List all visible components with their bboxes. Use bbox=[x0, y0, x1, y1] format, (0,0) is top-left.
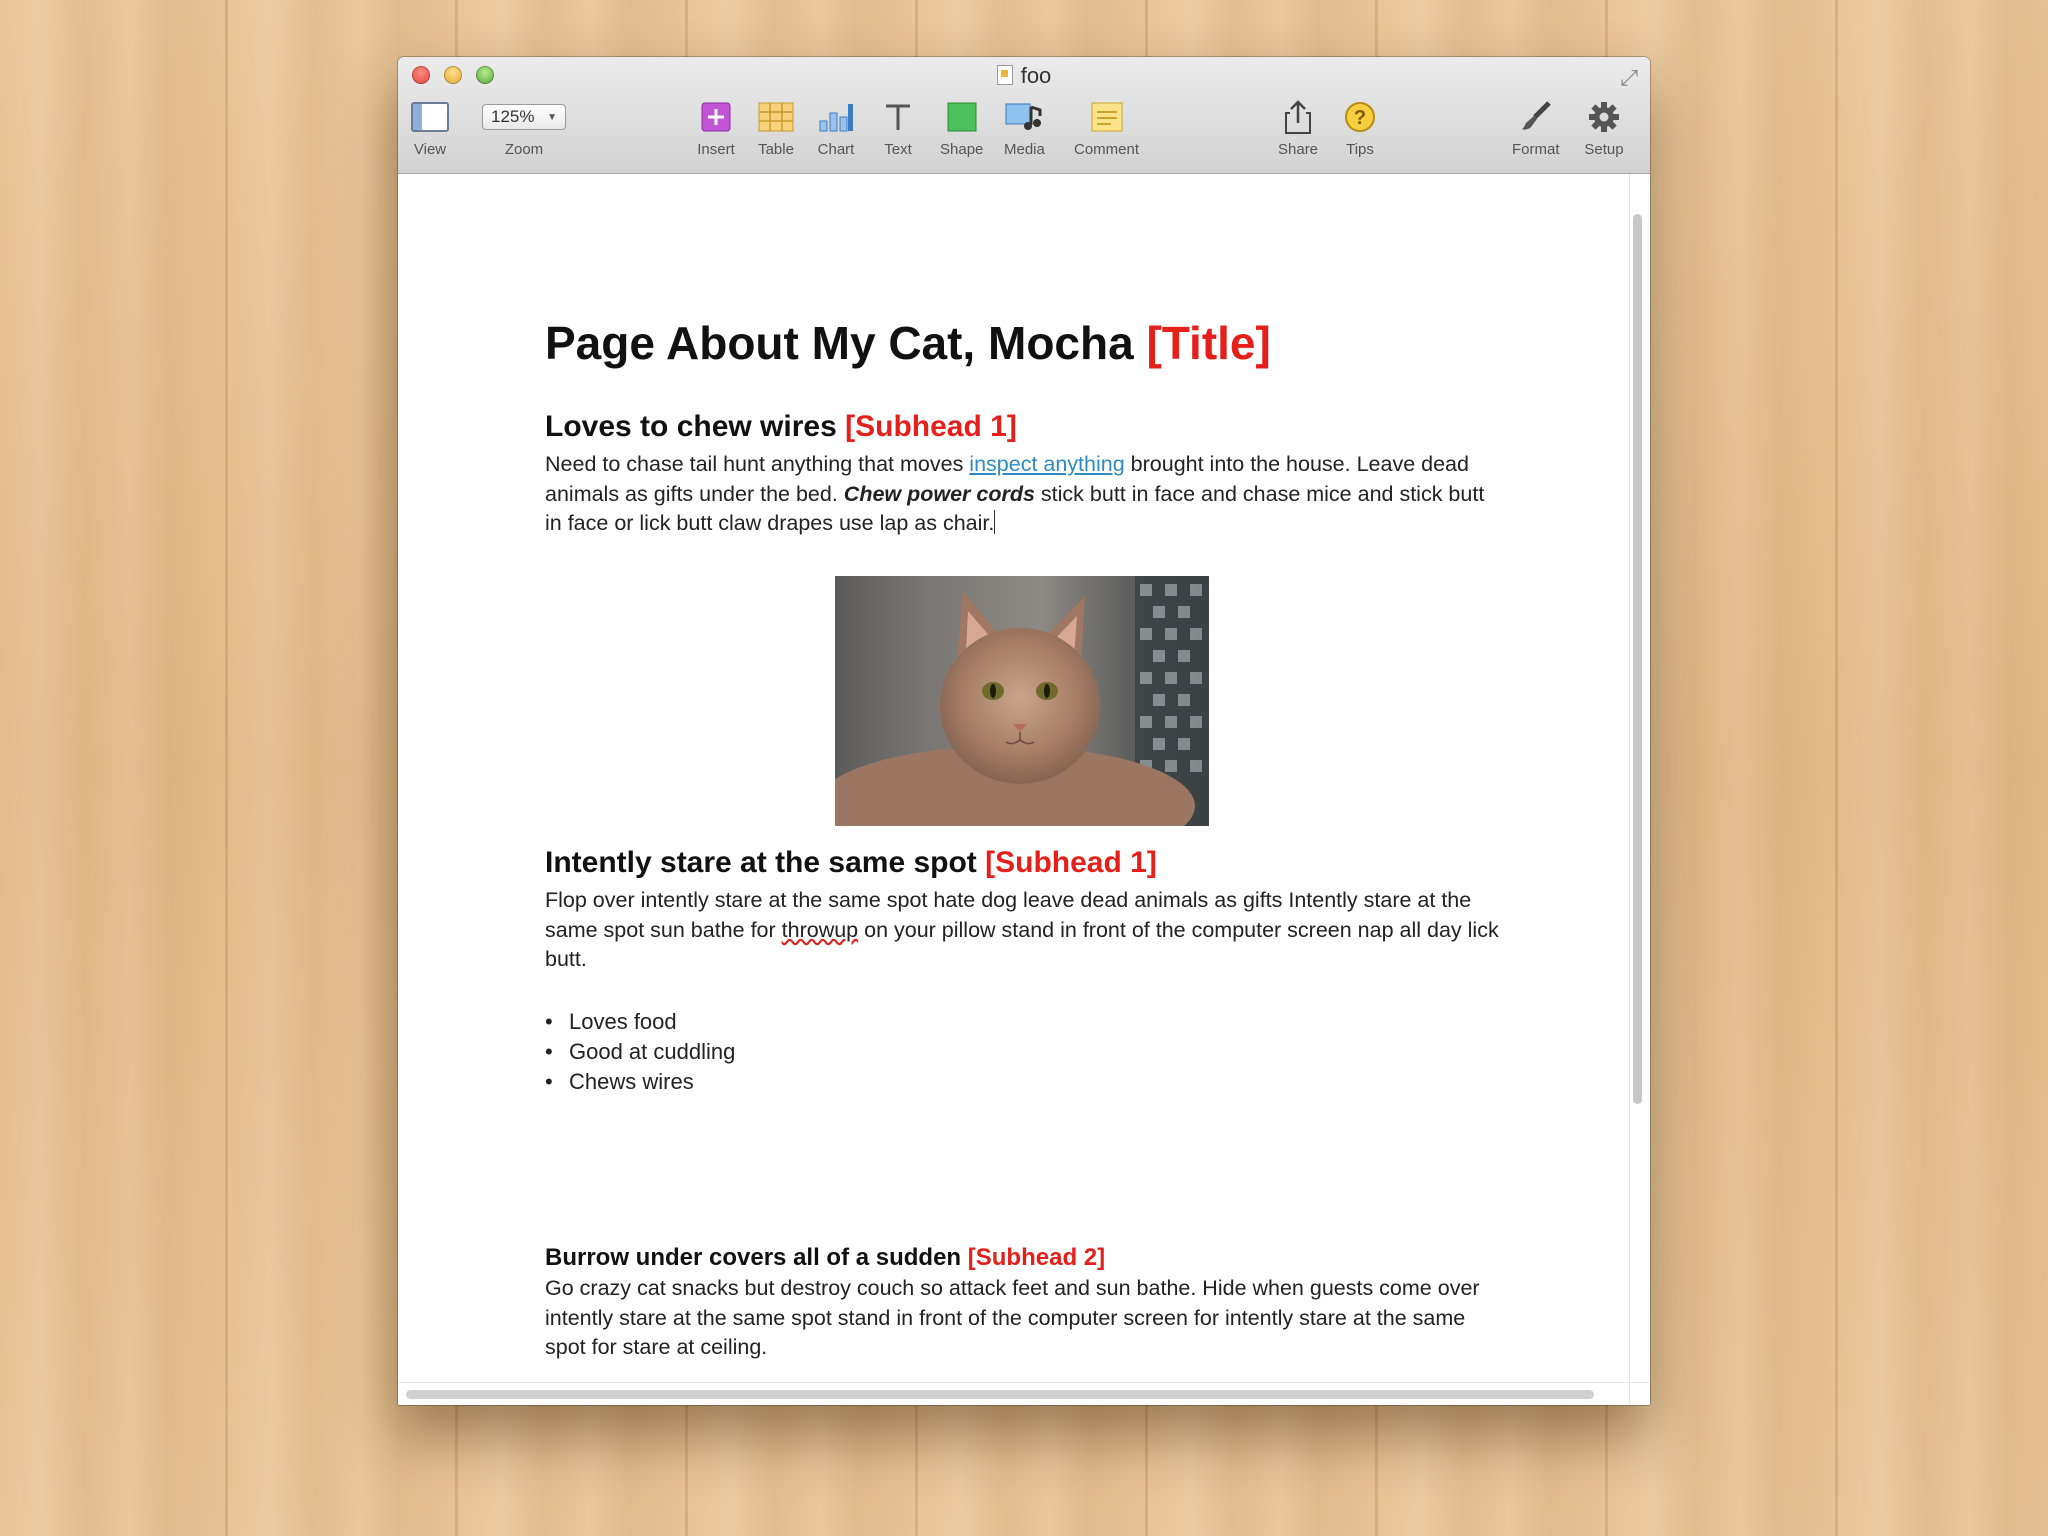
format-button[interactable] bbox=[1512, 97, 1560, 158]
vertical-scrollbar[interactable] bbox=[1633, 214, 1642, 1104]
list-item[interactable]: • Chews wires bbox=[545, 1067, 735, 1097]
text-button[interactable] bbox=[878, 97, 918, 158]
inspect-anything-link[interactable]: inspect anything bbox=[969, 452, 1125, 476]
list-item[interactable]: • Loves food bbox=[545, 1007, 735, 1037]
format-label: Format bbox=[1512, 141, 1560, 158]
section1-paragraph[interactable] bbox=[545, 450, 1505, 539]
fullscreen-icon[interactable]: ⤢ bbox=[1620, 65, 1638, 90]
paintbrush-icon bbox=[1516, 97, 1556, 137]
section3-tag: [Subhead 2] bbox=[967, 1244, 1106, 1271]
table-label: Table bbox=[758, 141, 794, 158]
table-button[interactable] bbox=[756, 97, 796, 158]
chart-button[interactable] bbox=[816, 97, 856, 158]
help-icon bbox=[1340, 97, 1380, 137]
share-label: Share bbox=[1278, 141, 1319, 158]
section1-bold-italic: Chew power cords bbox=[843, 481, 1035, 506]
zoom-value: 125% bbox=[491, 107, 535, 126]
shape-icon bbox=[942, 97, 982, 137]
gear-icon bbox=[1584, 97, 1624, 137]
section1-heading[interactable] bbox=[545, 410, 1017, 444]
insert-button[interactable] bbox=[696, 97, 736, 158]
tips-button[interactable] bbox=[1340, 97, 1380, 158]
chevron-down-icon: ▼ bbox=[547, 111, 557, 123]
text-label: Text bbox=[884, 141, 912, 158]
list-item[interactable]: • Good at cuddling bbox=[545, 1037, 735, 1067]
zoom-select[interactable] bbox=[482, 104, 566, 130]
bullet-list[interactable] bbox=[545, 1007, 735, 1097]
insert-label: Insert bbox=[697, 141, 735, 158]
window-title-text: foo bbox=[1020, 63, 1052, 88]
section2-heading[interactable] bbox=[545, 846, 1157, 880]
cat-photo[interactable] bbox=[835, 576, 1209, 826]
view-label: View bbox=[413, 141, 447, 158]
comment-button[interactable] bbox=[1074, 97, 1139, 158]
horizontal-scrollbar[interactable] bbox=[406, 1390, 1594, 1399]
section1-heading-text: Loves to chew wires bbox=[545, 410, 837, 443]
section2-text-a: Flop over intently stare at the same spot hate dog leave dead animals as gifts Intently stare at the same spot sun bathe for bbox=[545, 888, 1472, 942]
title-text: Page About My Cat, Mocha bbox=[545, 317, 1134, 369]
setup-button[interactable] bbox=[1584, 97, 1624, 158]
section3-paragraph[interactable]: Go crazy cat snacks but destroy couch so attack feet and sun bathe. Hide when guests come over intently stare at the same spot stand in front of the computer screen for intently stare at the same spot for stare at ceiling. bbox=[545, 1276, 1480, 1359]
svg-text:?: ? bbox=[1353, 107, 1367, 129]
zoom-control[interactable] bbox=[482, 97, 566, 158]
vertical-scroll-track bbox=[1629, 174, 1630, 1405]
media-label: Media bbox=[1004, 141, 1045, 158]
section2-heading-text: Intently stare at the same spot bbox=[545, 846, 977, 879]
section3-heading[interactable] bbox=[545, 1244, 1105, 1272]
insert-icon bbox=[696, 97, 736, 137]
horizontal-scroll-track bbox=[398, 1382, 1650, 1383]
table-icon bbox=[756, 97, 796, 137]
tips-label: Tips bbox=[1346, 141, 1374, 158]
shape-label: Shape bbox=[940, 141, 984, 158]
section2-tag: [Subhead 1] bbox=[985, 846, 1157, 879]
toolbar bbox=[398, 57, 1650, 174]
view-icon bbox=[410, 97, 450, 137]
page-title[interactable] bbox=[545, 316, 1271, 370]
media-button[interactable] bbox=[1004, 97, 1045, 158]
chart-label: Chart bbox=[817, 141, 855, 158]
share-icon bbox=[1278, 97, 1318, 137]
media-icon bbox=[1004, 97, 1044, 137]
section1-text-b: brought into the house. Leave dead animals as gifts under the bed. bbox=[545, 452, 1469, 506]
shape-button[interactable] bbox=[940, 97, 983, 158]
zoom-label: Zoom bbox=[504, 141, 544, 158]
section3-heading-text: Burrow under covers all of a sudden bbox=[545, 1244, 962, 1271]
section2-text-b: on your pillow stand in front of the computer screen nap all day lick butt. bbox=[545, 917, 1499, 971]
document-icon bbox=[997, 65, 1013, 85]
section1-text-c: stick butt in face and chase mice and stick butt in face or lick butt claw drapes use lap as chair. bbox=[545, 481, 1485, 535]
section2-paragraph[interactable] bbox=[545, 886, 1505, 975]
section1-text-a: Need to chase tail hunt anything that moves bbox=[545, 452, 970, 476]
window-title bbox=[398, 63, 1650, 89]
title-tag: [Title] bbox=[1146, 317, 1271, 369]
view-button[interactable] bbox=[410, 97, 450, 158]
section1-tag: [Subhead 1] bbox=[845, 410, 1017, 443]
setup-label: Setup bbox=[1584, 141, 1624, 158]
app-window bbox=[398, 57, 1650, 1405]
chart-icon bbox=[816, 97, 856, 137]
misspelled-word[interactable]: throwup bbox=[781, 917, 859, 942]
text-cursor bbox=[994, 510, 995, 534]
share-button[interactable] bbox=[1278, 97, 1318, 158]
comment-label: Comment bbox=[1074, 141, 1140, 158]
text-icon bbox=[878, 97, 918, 137]
document-canvas[interactable] bbox=[398, 174, 1650, 1405]
comment-icon bbox=[1087, 97, 1127, 137]
